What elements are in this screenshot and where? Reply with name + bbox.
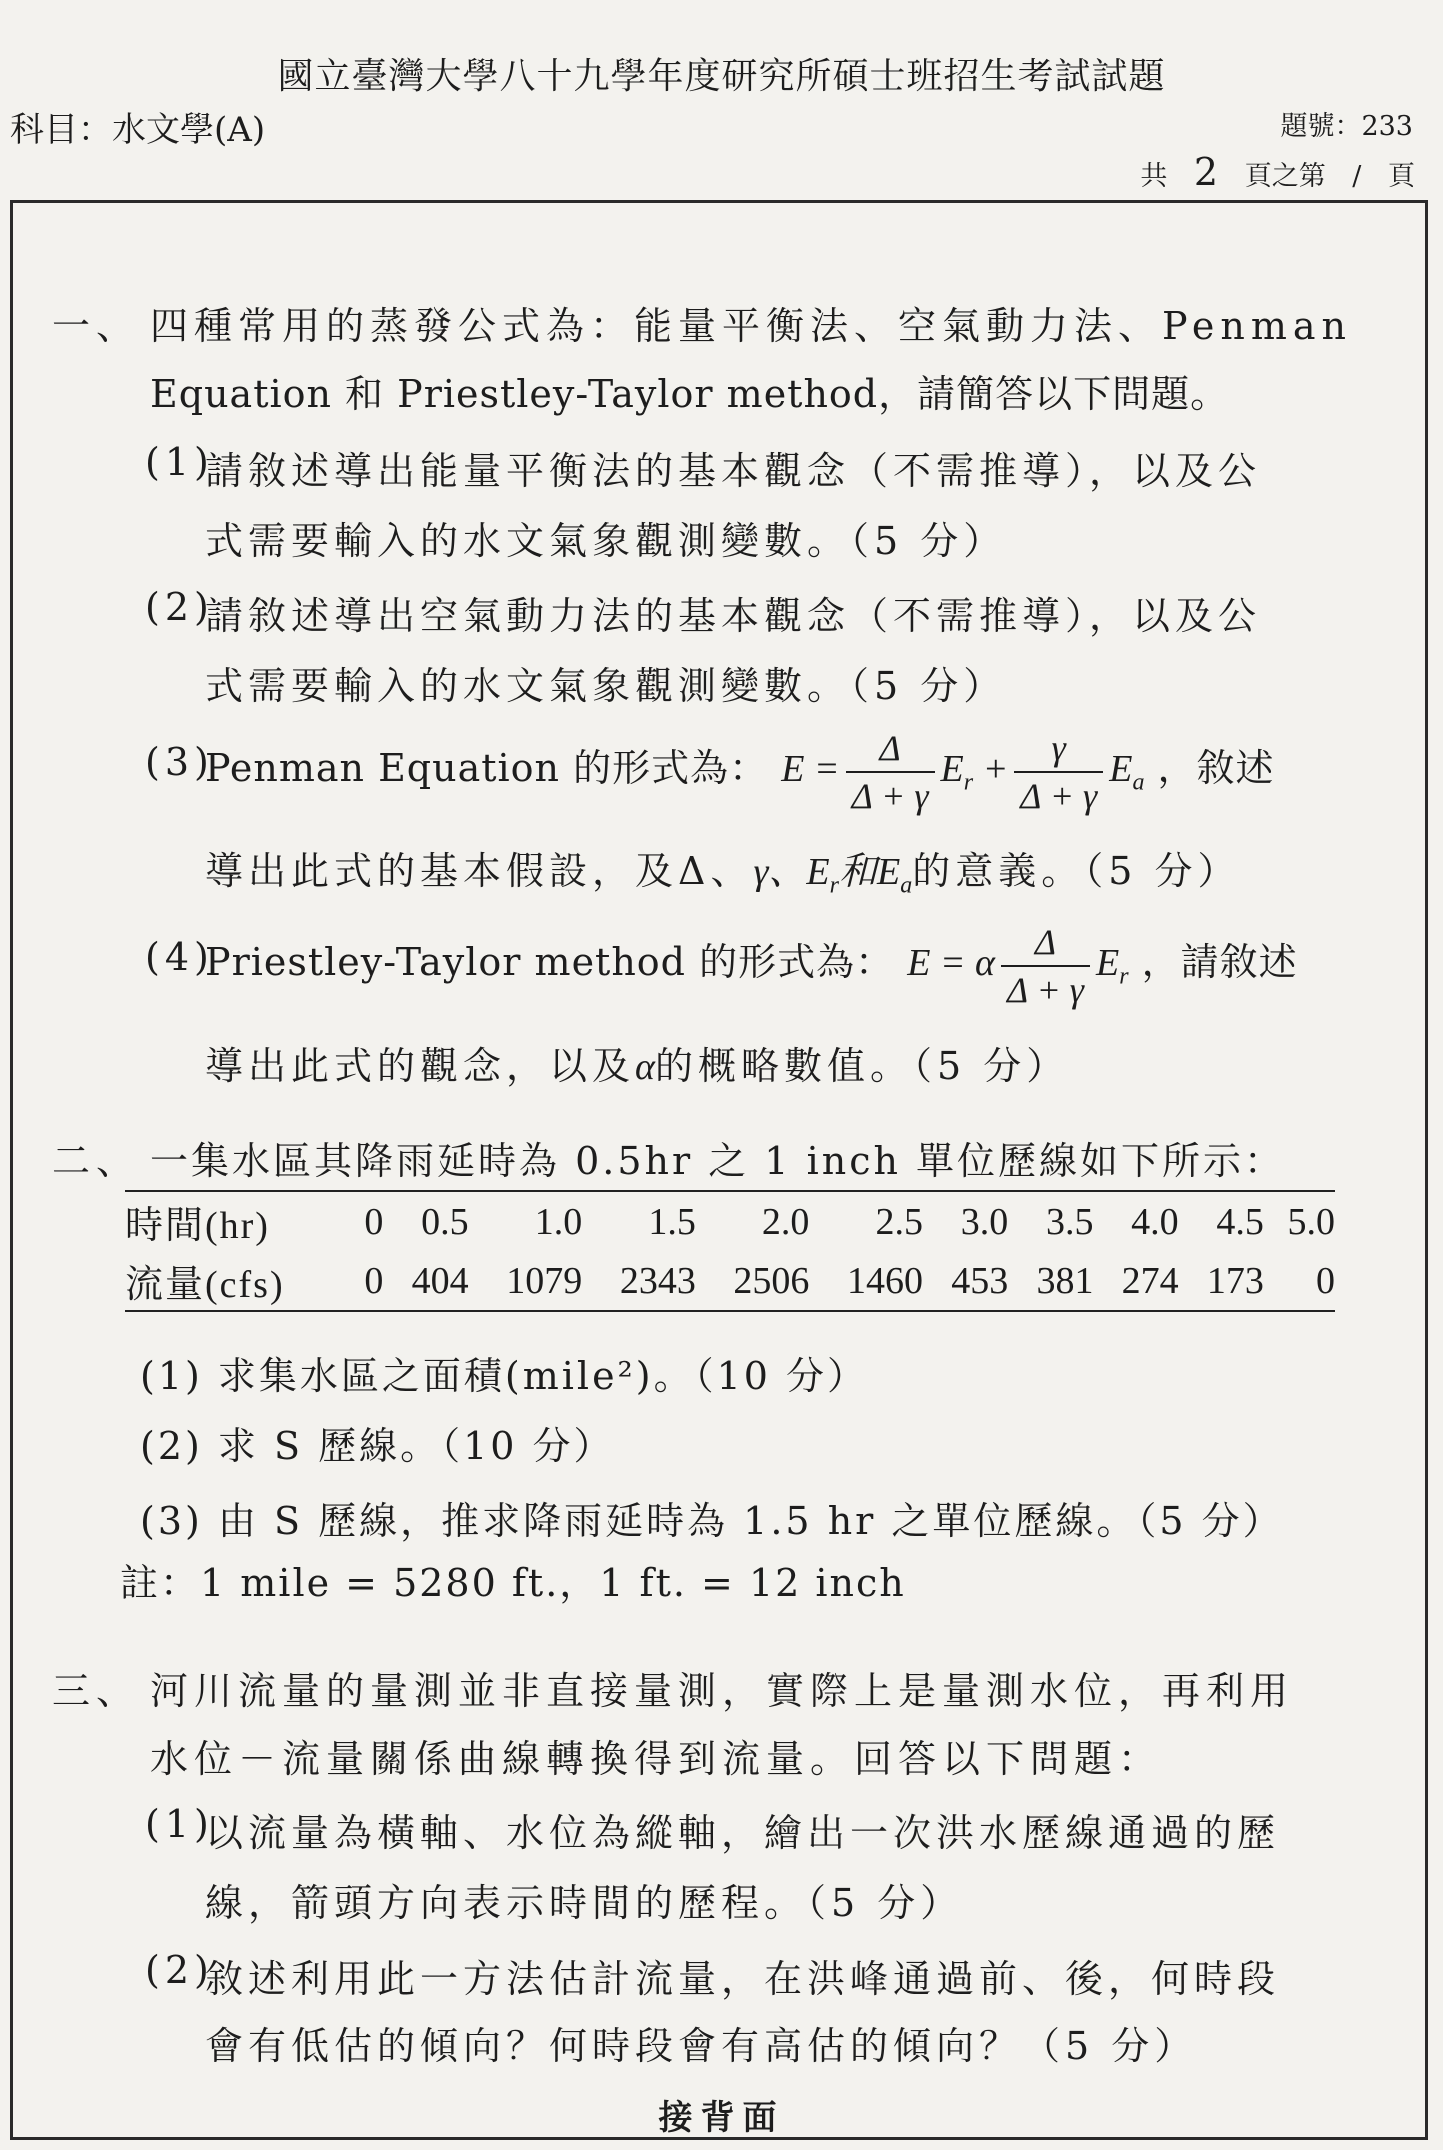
q1-number: 一、 [52,304,141,348]
flow-cell: 2506 [696,1251,810,1311]
pages-total: 2 [1193,150,1219,194]
pages-mid: 頁之第 [1244,161,1326,192]
table-row-time [125,1191,1335,1251]
q3-number: 三、 [52,1669,141,1713]
pages-current: / [1352,161,1362,192]
q1-part4-lead: Priestley-Taylor method 的形式為： [205,940,895,984]
time-cell: 1.5 [582,1191,696,1251]
q1-part4-line1 [205,912,1298,1027]
flow-cell: 0 [1264,1251,1335,1311]
q1-line1: 四種常用的蒸發公式為：能量平衡法、空氣動力法、Penman [150,304,1352,348]
time-cell: 3.0 [923,1191,1008,1251]
q3-part2-number: (2) [145,1948,214,1992]
time-cell: 0.5 [383,1191,468,1251]
q1-part4-number: (4) [145,935,214,979]
gamma-er-symbols: γ、$E_r$和$E_a$ [753,851,913,899]
q1-part1-line2: 式需要輸入的水文氣象觀測變數。（5 分） [205,519,1007,563]
q1-part2-number: (2) [145,585,214,629]
time-cell: 2.0 [696,1191,810,1251]
q1-part1-line1: 請敘述導出能量平衡法的基本觀念（不需推導），以及公 [205,449,1262,493]
q1-part4-line2b: 的概略數值。（5 分） [654,1044,1070,1088]
q2-part3: (3) 由 S 歷線，推求降雨延時為 1.5 hr 之單位歷線。（5 分） [140,1499,1284,1543]
q3-part1-number: (1) [145,1802,214,1846]
flow-cell: 381 [1008,1251,1093,1311]
q3-line1: 河川流量的量測並非直接量測，實際上是量測水位，再利用 [150,1669,1295,1713]
row-label-flow: 流量(cfs) [125,1251,355,1311]
time-cell: 0 [355,1191,383,1251]
q1-part4-line2 [205,1035,1069,1090]
q1-line2: Equation 和 Priestley-Taylor method，請簡答以下問題。 [150,372,1230,416]
q1-part3-line2a: 導出此式的基本假設，及Δ、 [205,849,754,893]
row-label-time: 時間(hr) [125,1191,355,1251]
flow-cell: 1079 [469,1251,583,1311]
q3-part2-line2: 會有低估的傾向？何時段會有高估的傾向？（5 分） [205,2024,1198,2068]
time-cell: 5.0 [1264,1191,1335,1251]
alpha-symbol: α [635,1046,655,1088]
time-cell: 4.5 [1179,1191,1264,1251]
q2-line1: 一集水區其降雨延時為 0.5hr 之 1 inch 單位歷線如下所示： [150,1139,1286,1183]
q1-part1-number: (1) [145,440,214,484]
penman-equation: E = $\frac{\Delta}{\Delta + \gamma}$ $E_r$ + $\frac{\gamma}{\Delta + \gamma}$ $E_a$ [781,748,1144,790]
priestley-taylor-equation: E = α $\frac{\Delta}{\Delta + \gamma}$ $E_r$ [907,942,1128,984]
flow-cell: 404 [383,1251,468,1311]
subject-label: 科目：水文學(A) [10,110,266,150]
flow-cell: 274 [1093,1251,1178,1311]
q1-part3-number: (3) [145,740,214,784]
continue-on-back-note: 接背面 [658,2098,785,2138]
q1-part3-tail: ，敘述 [1157,746,1275,790]
q2-note: 註：1 mile = 5280 ft.，1 ft. = 12 inch [120,1561,906,1605]
q1-part3-line2b: 的意義。（5 分） [912,849,1241,893]
q3-line2: 水位－流量關係曲線轉換得到流量。回答以下問題： [150,1737,1163,1781]
q3-part2-line1: 敘述利用此一方法估計流量，在洪峰通過前、後，何時段 [205,1957,1281,2001]
pages-total-prefix: 共 [1140,161,1168,192]
q1-part3-line1 [205,718,1275,833]
flow-cell: 0 [355,1251,383,1311]
q1-part3-line2 [205,840,1240,900]
q2-part1: (1) 求集水區之面積(mile²)。（10 分） [140,1354,869,1398]
q2-part2: (2) 求 S 歷線。（10 分） [140,1424,615,1468]
flow-cell: 2343 [582,1251,696,1311]
time-cell: 1.0 [469,1191,583,1251]
q1-part3-lead: Penman Equation 的形式為： [205,746,769,790]
unit-hydrograph-table [125,1190,1335,1312]
flow-cell: 1460 [809,1251,923,1311]
q3-part1-line1: 以流量為橫軸、水位為縱軸，繪出一次洪水歷線通過的歷 [205,1811,1281,1855]
q1-part4-tail: ，請敘述 [1141,940,1298,984]
q1-part2-line2: 式需要輸入的水文氣象觀測變數。（5 分） [205,664,1007,708]
time-cell: 4.0 [1093,1191,1178,1251]
flow-cell: 453 [923,1251,1008,1311]
exam-title: 國立臺灣大學八十九學年度研究所碩士班招生考試試題 [277,56,1166,97]
flow-cell: 173 [1179,1251,1264,1311]
pages-suffix: 頁 [1388,161,1415,192]
question-code: 題號：233 [1280,111,1413,142]
q1-part4-line2a: 導出此式的觀念，以及 [205,1044,636,1088]
time-cell: 3.5 [1008,1191,1093,1251]
q2-number: 二、 [52,1139,141,1183]
q1-part2-line1: 請敘述導出空氣動力法的基本觀念（不需推導），以及公 [205,594,1262,638]
table-row-flow [125,1251,1335,1311]
page-count [1140,150,1415,194]
time-cell: 2.5 [809,1191,923,1251]
q3-part1-line2: 線，箭頭方向表示時間的歷程。（5 分） [205,1881,964,1925]
